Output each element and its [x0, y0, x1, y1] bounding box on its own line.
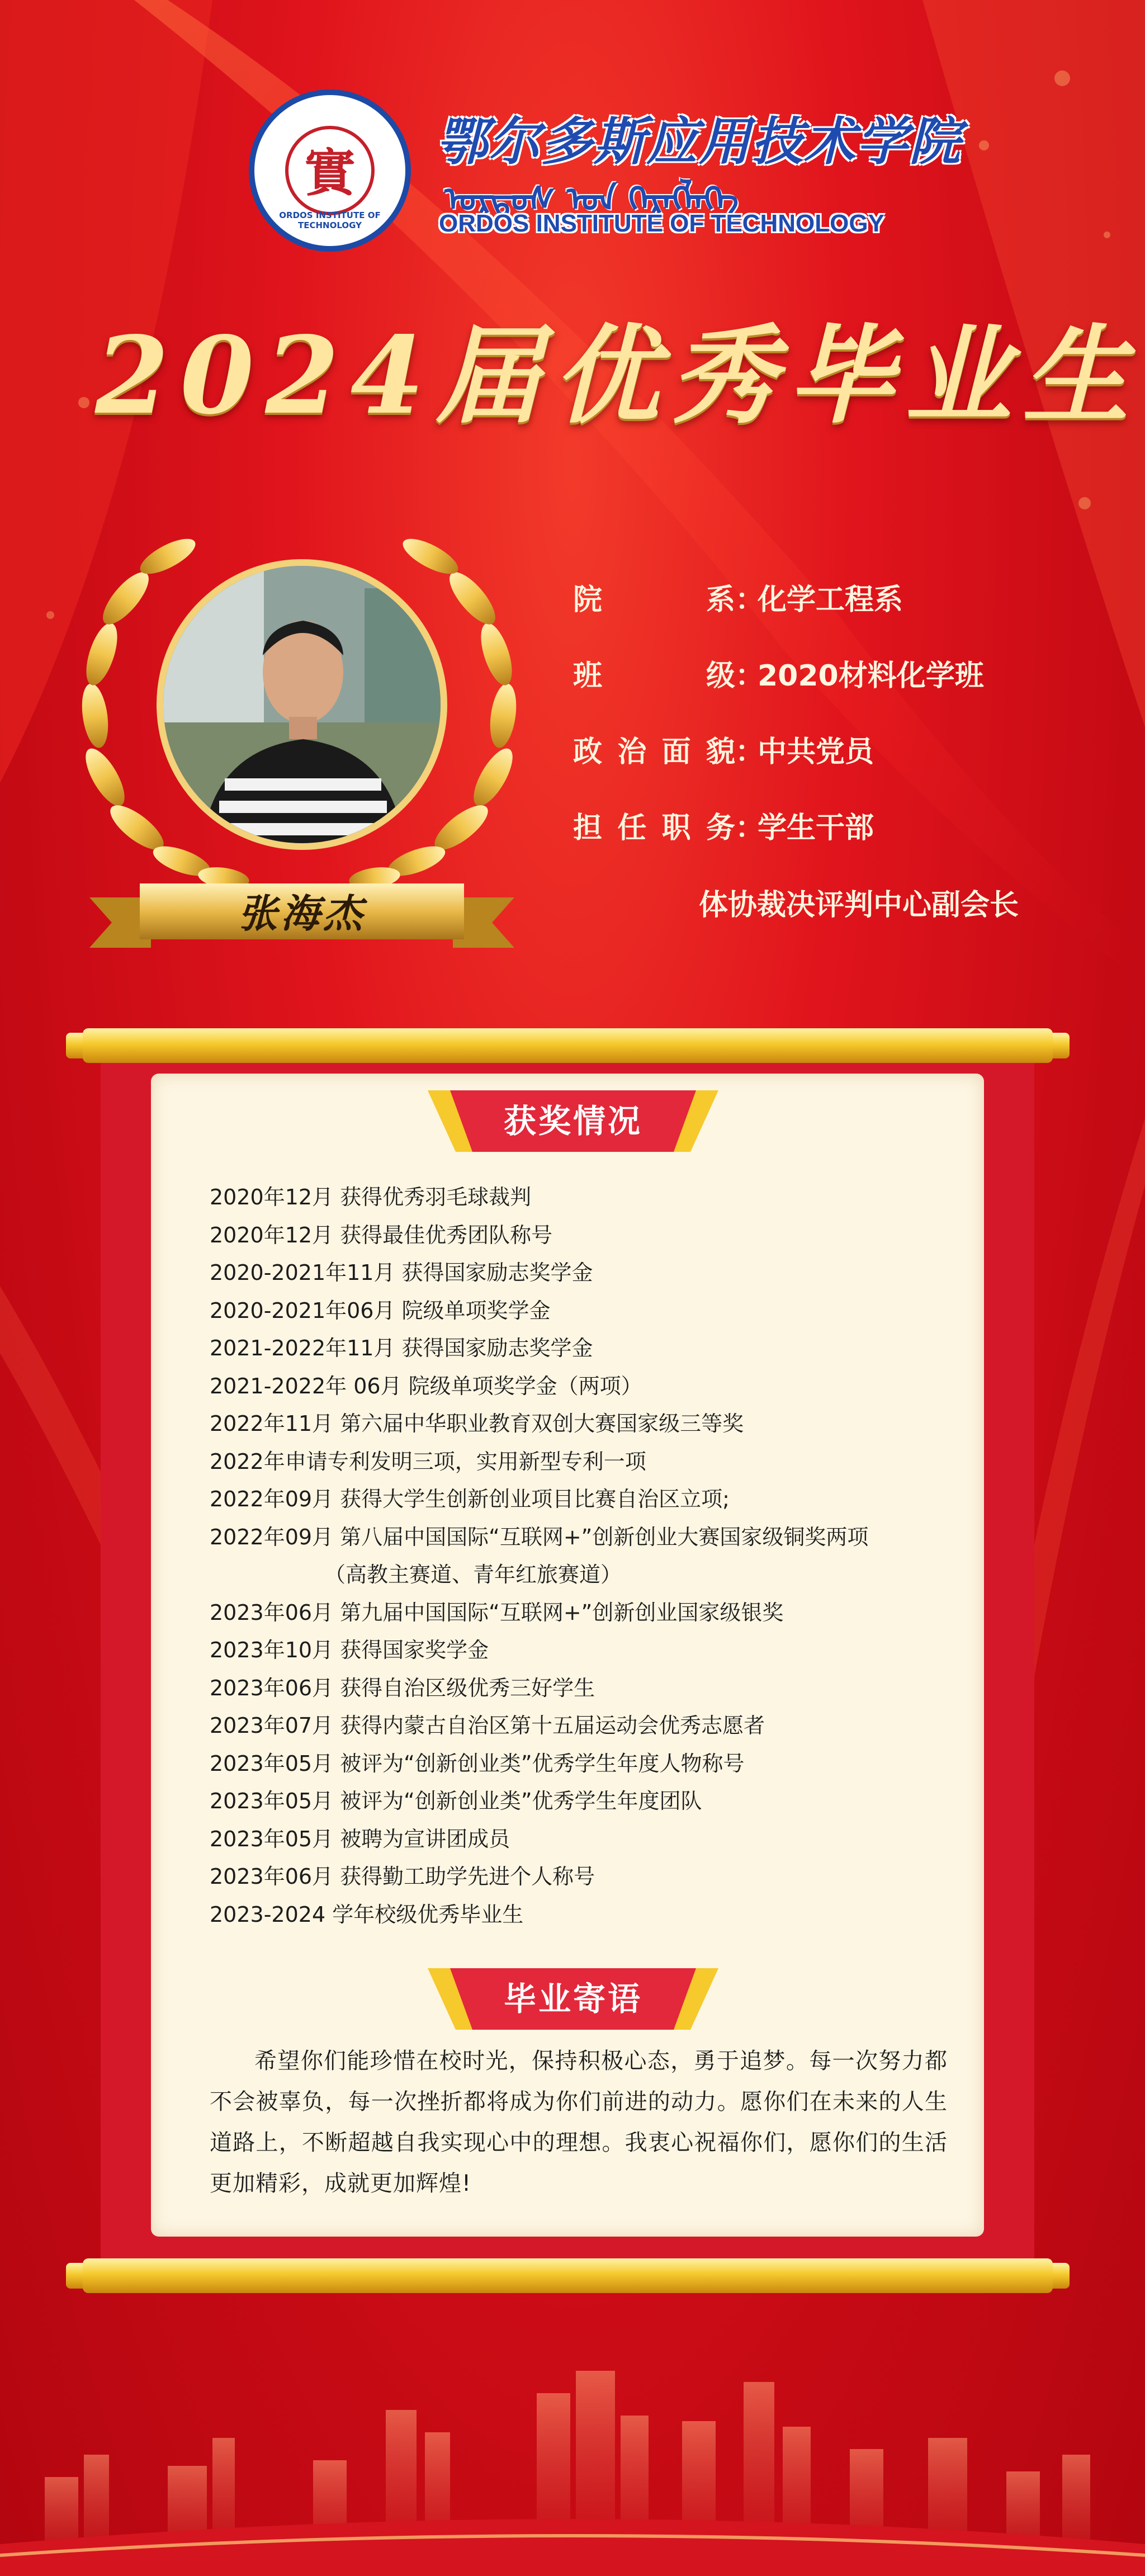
awards-heading: 获奖情况 [503, 1102, 642, 1140]
list-item: 2022年申请专利发明三项，实用新型专利一项 [210, 1449, 646, 1474]
info-duty-extra: 体协裁决评判中心副会长 [699, 888, 1019, 922]
student-photo [157, 559, 447, 850]
wish-text: 希望你们能珍惜在校时光，保持积极心态，勇于追梦。每一次努力都不会被辜负，每一次挫折都将成为你们前进的动力。愿你们在未来的人生道路上，不断超越自我实现心中的理想。我衷心祝福你们，愿你们的生活更加精彩，成就更加辉煌! [210, 2048, 948, 2196]
school-name-en: ORDOS INSTITUTE OF TECHNOLOGY [439, 210, 884, 237]
info-row-department: 院 系：化学工程系 [573, 576, 903, 618]
info-key: 院 系 [573, 583, 735, 617]
list-item: 2022年11月 第六届中华职业教育双创大赛国家级三等奖 [210, 1411, 744, 1436]
list-item: 2023年10月 获得国家奖学金 [210, 1638, 489, 1662]
info-row-class: 班 级：2020材料化学班 [573, 652, 984, 694]
school-name-mongolian: ᠣᠷᠳᠣᠰ ᠤᠨ ᠬᠡᠷᠡᠭᠯᠡᠭᠡ [444, 180, 739, 219]
wish-heading: 毕业寄语 [503, 1980, 642, 2018]
info-key: 政治面貌 [573, 735, 735, 769]
school-seal-icon [249, 89, 411, 252]
list-item: 2022年09月 第八届中国国际“互联网+”创新创业大赛国家级铜奖两项 [210, 1524, 869, 1549]
list-item: 2023年07月 获得内蒙古自治区第十五届运动会优秀志愿者 [210, 1713, 765, 1738]
list-item: 2020年12月 获得最佳优秀团队称号 [210, 1222, 553, 1247]
poster-title: 2024届优秀毕业生 [95, 313, 1140, 438]
seal-mark: 實 [304, 143, 356, 204]
list-item: 2021-2022年11月 获得国家励志奖学金 [210, 1336, 593, 1360]
info-row-political: 政治面貌：中共党员 [573, 728, 874, 770]
list-item: 2020-2021年06月 院级单项奖学金 [210, 1298, 551, 1323]
info-value: 学生干部 [758, 811, 874, 845]
wish-heading-banner [428, 1968, 718, 2030]
scroll-rod-icon [66, 1026, 1070, 1065]
list-item: 2023年05月 被聘为宣讲团成员 [210, 1826, 510, 1851]
seal-ring-text: ORDOS INSTITUTE OF TECHNOLOGY [279, 210, 381, 230]
school-name-cn: 鄂尔多斯应用技术学院 [436, 111, 962, 172]
city-skyline [0, 2309, 1145, 2576]
list-item: 2023-2024 学年校级优秀毕业生 [210, 1902, 524, 1927]
list-item: 2023年06月 第九届中国国际“互联网+”创新创业国家级银奖 [210, 1600, 784, 1625]
award-list [210, 1179, 964, 1934]
list-item: 2023年05月 被评为“创新创业类”优秀学生年度人物称号 [210, 1751, 745, 1776]
list-item: 2020-2021年11月 获得国家励志奖学金 [210, 1260, 593, 1285]
list-item: 2020年12月 获得优秀羽毛球裁判 [210, 1185, 532, 1209]
list-item: 2023年06月 获得勤工助学先进个人称号 [210, 1864, 595, 1889]
list-item: 2023年05月 被评为“创新创业类”优秀学生年度团队 [210, 1789, 702, 1813]
info-value: 2020材料化学班 [758, 659, 984, 693]
student-name: 张海杰 [238, 890, 366, 937]
list-item: 2021-2022年 06月 院级单项奖学金（两项） [210, 1373, 642, 1398]
info-value: 中共党员 [758, 735, 874, 769]
info-row-duty: 担任职务：学生干部 [573, 804, 874, 846]
list-item: 2023年06月 获得自治区级优秀三好学生 [210, 1675, 595, 1700]
info-key: 担任职务 [573, 811, 735, 845]
list-item: 2022年09月 获得大学生创新创业项目比赛自治区立项; [210, 1487, 730, 1511]
info-value: 化学工程系 [758, 583, 903, 617]
scroll-rod-icon [66, 2256, 1070, 2295]
list-item: （高教主赛道、青年红旅赛道） [324, 1562, 622, 1587]
info-key: 班 级 [573, 659, 735, 693]
awards-heading-banner [428, 1090, 718, 1152]
